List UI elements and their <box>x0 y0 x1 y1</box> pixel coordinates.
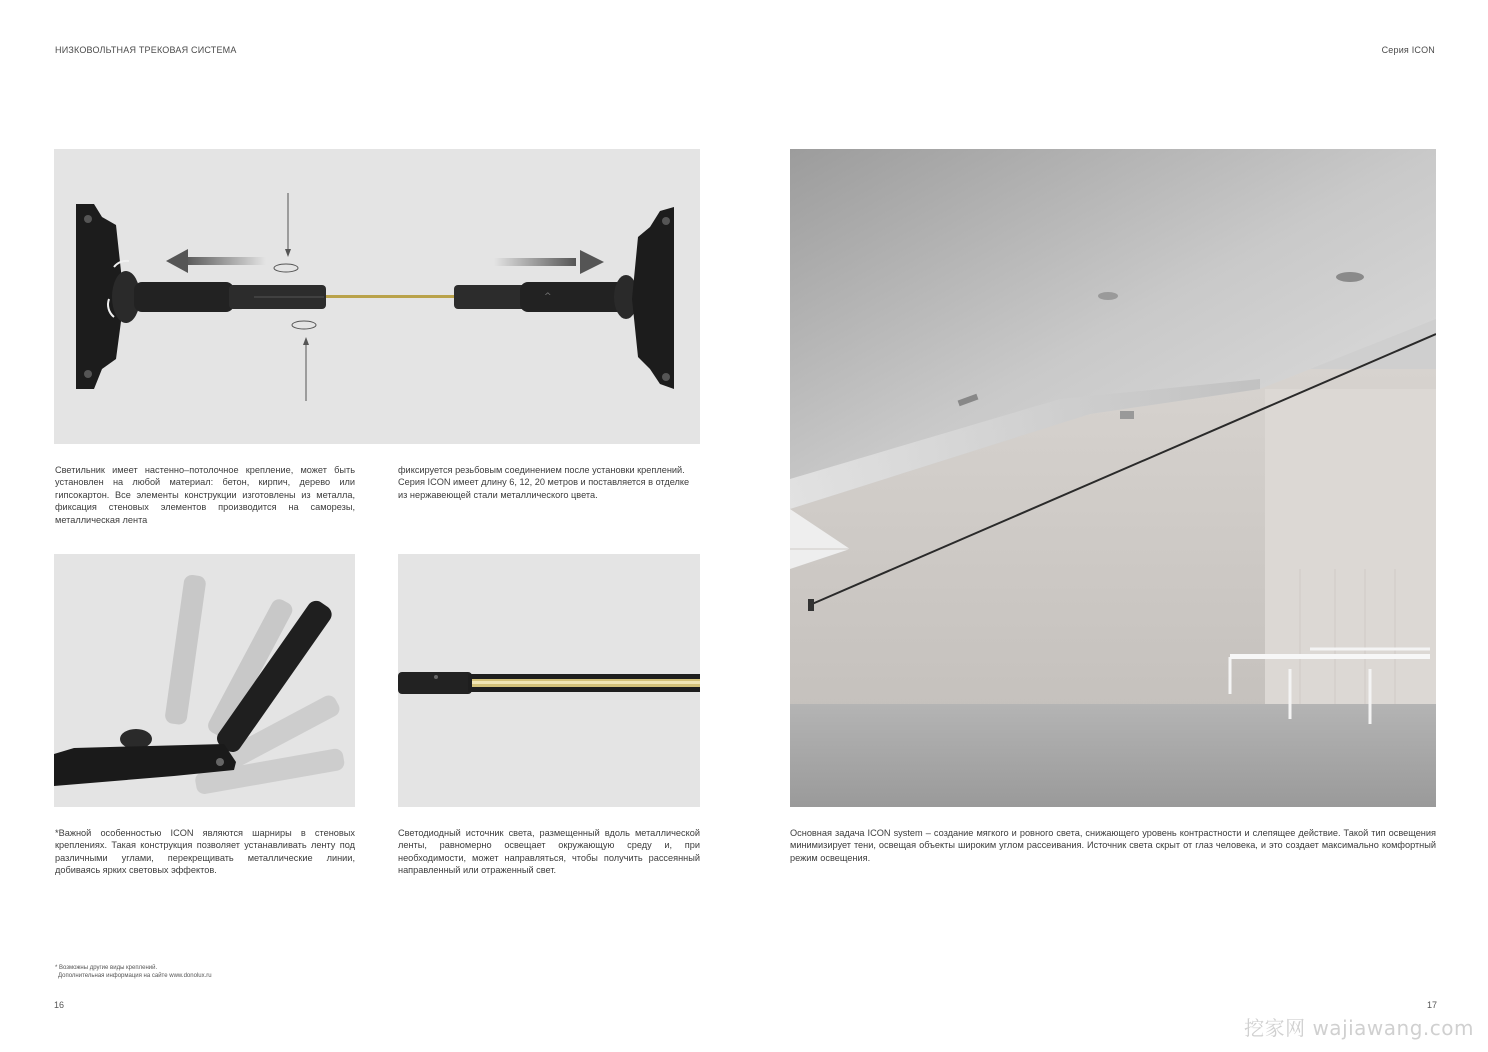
led-caption: Светодиодный источник света, размещенный вдоль металлической ленты, равномерно освещает окружающую среду и, при необходимости, может направляться, чтобы получить рассеянный направленный или отраженный свет. <box>398 828 700 876</box>
mount-assembly-image <box>54 149 700 444</box>
led-strip-image <box>398 554 700 807</box>
footnote-line-1: * Возможны другие виды креплений. <box>55 965 158 971</box>
hinge-image <box>54 554 355 807</box>
intro-text-column-1: Светильник имеет настенно–потолочное крепление, может быть установлен на любой материал: бетон, кирпич, дерево или гипсокартон. Все элементы конструкции изготовлены из металла, фиксация стеновых элементов производится на саморезы, металлическая лента <box>55 465 355 525</box>
footnote <box>55 964 212 980</box>
footnote-line-2: Дополнительная информация на сайте www.donolux.ru <box>58 973 212 979</box>
running-header-right: Серия ICON <box>1381 45 1435 55</box>
page-number-right: 17 <box>1427 1000 1438 1010</box>
site-watermark: 挖家网 wajiawang.com <box>1244 1016 1474 1040</box>
page-number-left: 16 <box>54 1000 65 1010</box>
interior-room-photo <box>790 149 1436 807</box>
room-caption: Основная задача ICON system – создание мягкого и ровного света, снижающего уровень контрастности и слепящее действие. Такой тип освещения минимизирует тени, освещая объекты широким углом рассеивания. Источник света скрыт от глаз человека, и это создает максимально комфортный режим освещения. <box>790 828 1436 863</box>
running-header-left: НИЗКОВОЛЬТНАЯ ТРЕКОВАЯ СИСТЕМА <box>55 45 237 55</box>
svg-text:^: ^ <box>544 292 552 302</box>
hinge-caption: *Важной особенностью ICON являются шарниры в стеновых креплениях. Такая конструкция позволяет устанавливать ленту под различными углами, перекрещивать металлические линии, добиваясь ярких световых эффектов. <box>55 828 355 876</box>
intro-text-column-2: фиксируется резьбовым соединением после установки креплений. Серия ICON имеет длину 6, 12, 20 метров и поставляется в отделке из нержавеющей стали металлического цвета. <box>398 465 690 500</box>
